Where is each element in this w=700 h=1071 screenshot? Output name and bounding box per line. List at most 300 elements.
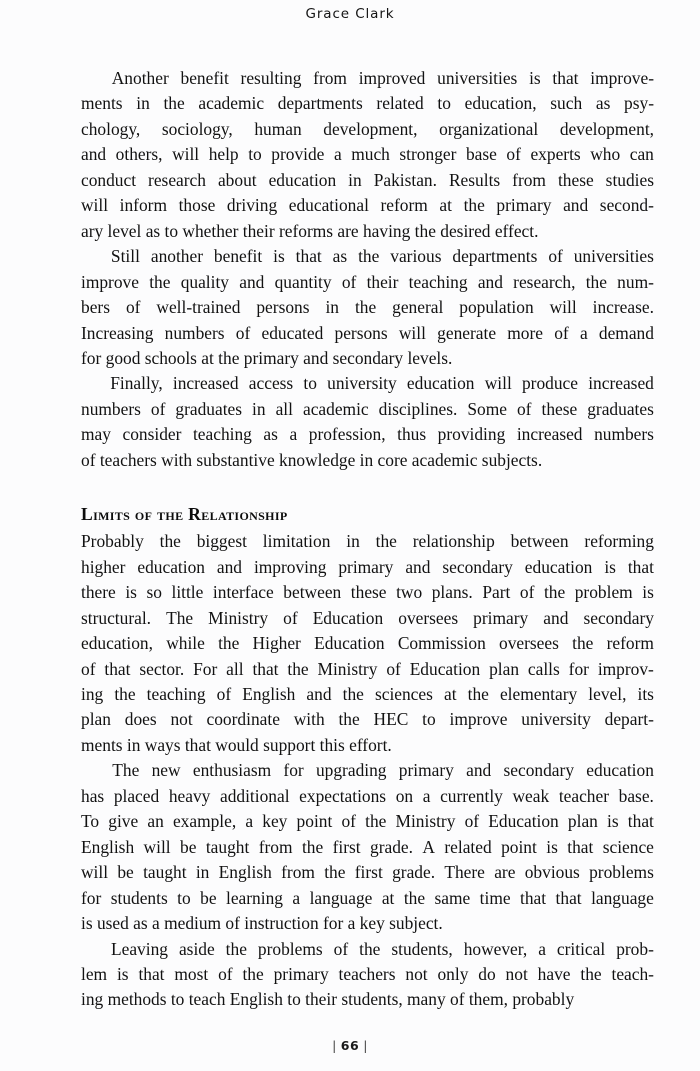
word: is <box>116 963 129 984</box>
word: base <box>465 144 497 165</box>
word: who <box>590 144 621 165</box>
word: taught <box>205 836 250 857</box>
word: level, <box>588 683 627 704</box>
text-line: for good schools at the primary and secondary levels. <box>81 347 453 368</box>
word: departments <box>277 93 363 114</box>
word: the <box>242 963 264 984</box>
word: for <box>283 760 304 781</box>
word: provide <box>271 144 325 165</box>
paragraph-group-before-heading <box>81 66 654 473</box>
first-line-indent <box>81 758 100 783</box>
word: that <box>295 246 322 267</box>
word: oversees <box>499 633 559 654</box>
word: for <box>81 887 102 908</box>
word: two <box>396 582 423 603</box>
word: related <box>444 836 492 857</box>
word: Some <box>467 398 507 419</box>
word: however, <box>463 938 528 959</box>
word: the <box>354 297 377 318</box>
word: ing <box>81 683 104 704</box>
word: Pakistan. <box>373 169 437 190</box>
word: Results <box>448 169 501 190</box>
word: primary <box>398 760 454 781</box>
word: providing <box>437 424 506 445</box>
word: only <box>437 963 469 984</box>
word: well-trained <box>156 297 241 318</box>
word: the <box>163 93 185 114</box>
word: Education <box>409 658 481 679</box>
word: higher <box>81 556 126 577</box>
word: limitation <box>262 531 331 552</box>
word: give <box>108 811 139 832</box>
word: primary <box>496 195 552 216</box>
word: may <box>81 424 111 445</box>
word: while <box>166 633 205 654</box>
word: depart- <box>604 709 654 730</box>
word: students, <box>391 938 453 959</box>
text-line <box>81 371 654 396</box>
folio-left-rule: | <box>332 1038 337 1053</box>
word: Ministry <box>395 811 456 832</box>
word: base. <box>618 785 654 806</box>
word: population <box>459 297 534 318</box>
text-line <box>81 758 654 783</box>
word: academic <box>302 398 369 419</box>
word: between <box>283 582 342 603</box>
page-folio <box>0 1038 700 1053</box>
text-line <box>81 244 654 269</box>
word: research, <box>513 271 576 292</box>
word: numbers <box>164 322 225 343</box>
word: the <box>403 887 426 908</box>
word: reforming <box>584 531 654 552</box>
word: psy- <box>624 93 654 114</box>
word: of <box>333 938 349 959</box>
word: those <box>178 195 216 216</box>
word: universities <box>573 246 654 267</box>
word: biggest <box>196 531 247 552</box>
word: and <box>239 271 265 292</box>
word: the <box>585 271 607 292</box>
word: problems <box>589 862 654 883</box>
word: education <box>524 556 593 577</box>
word: calls <box>527 658 560 679</box>
word: academic <box>198 93 265 114</box>
word: Ministry <box>208 607 269 628</box>
word: taught <box>143 862 187 883</box>
word: quality <box>180 271 229 292</box>
word: reform <box>380 195 428 216</box>
word: will <box>143 836 171 857</box>
word: English <box>242 683 296 704</box>
word: increased <box>588 373 654 394</box>
word: Education <box>488 811 559 832</box>
word: in <box>195 862 210 883</box>
word: teachers <box>338 963 396 984</box>
word: much <box>351 144 390 165</box>
word: plan <box>489 658 520 679</box>
word: driving <box>226 195 278 216</box>
word: in <box>346 531 360 552</box>
word: increase. <box>592 297 654 318</box>
text-line <box>81 657 654 682</box>
word: of <box>150 398 166 419</box>
word: between <box>510 531 569 552</box>
word: be <box>200 887 217 908</box>
word: problems <box>257 938 323 959</box>
word: these <box>557 169 594 190</box>
text-line <box>81 886 654 911</box>
word: of <box>554 322 569 343</box>
text-line: ing methods to teach English to their students, many of them, probably <box>81 989 575 1010</box>
word: the <box>375 531 397 552</box>
word: plan <box>567 811 598 832</box>
word: on <box>395 785 414 806</box>
text-line <box>81 91 654 116</box>
word: an <box>147 811 164 832</box>
word: the <box>342 683 364 704</box>
word: another <box>150 246 203 267</box>
word: education <box>137 556 205 577</box>
word: others, <box>115 144 163 165</box>
word: secondary <box>442 556 513 577</box>
word: benefit <box>213 246 263 267</box>
word: Part <box>482 582 511 603</box>
word: quantity <box>274 271 332 292</box>
word: the <box>324 862 346 883</box>
word: improved <box>358 68 426 88</box>
word: persons <box>334 322 388 343</box>
word: not <box>505 963 528 984</box>
word: will <box>172 144 200 165</box>
word: heavy <box>168 785 211 806</box>
word: improving <box>253 556 327 577</box>
word: the <box>358 246 380 267</box>
word: primary <box>338 556 394 577</box>
word: language <box>591 887 654 908</box>
word: the <box>359 938 381 959</box>
word: bers <box>81 297 110 318</box>
word: is <box>529 68 541 88</box>
word: new <box>151 760 181 781</box>
word: universities <box>437 68 518 88</box>
word: primary <box>473 607 529 628</box>
word: The <box>112 760 140 781</box>
word: the <box>287 658 309 679</box>
word: of <box>516 398 532 419</box>
first-line-indent <box>81 371 100 396</box>
word: For <box>193 658 218 679</box>
word: improve <box>449 709 508 730</box>
word: point <box>296 811 333 832</box>
word: related <box>376 93 424 114</box>
word: of <box>464 811 480 832</box>
first-line-indent <box>81 937 100 962</box>
word: at <box>381 887 395 908</box>
word: enthusiasm <box>192 760 272 781</box>
word: the <box>225 938 247 959</box>
word: their <box>366 271 399 292</box>
word: inform <box>119 195 167 216</box>
word: the <box>218 633 240 654</box>
word: Education <box>312 607 384 628</box>
word: currently <box>440 785 503 806</box>
paragraph <box>81 758 654 936</box>
word: are <box>494 862 516 883</box>
word: from <box>281 862 315 883</box>
word: will <box>484 373 512 394</box>
word: the <box>572 633 594 654</box>
word: Higher <box>252 633 301 654</box>
word: thus <box>397 424 427 445</box>
word: first <box>354 862 383 883</box>
word: secondary <box>503 760 575 781</box>
word: and <box>405 556 431 577</box>
word: to <box>437 93 451 114</box>
word: Another <box>111 68 169 88</box>
text-line <box>81 682 654 707</box>
word: placed <box>113 785 160 806</box>
word: a <box>579 322 588 343</box>
page-number: 66 <box>340 1038 360 1053</box>
word: Finally, <box>110 373 163 394</box>
word: teaching <box>408 271 468 292</box>
word: be <box>180 836 197 857</box>
word: secondary <box>583 607 654 628</box>
word: num- <box>617 271 654 292</box>
word: as <box>332 246 348 267</box>
first-line-indent <box>81 66 100 91</box>
word: increased <box>516 424 583 445</box>
word: teacher <box>558 785 610 806</box>
word: is <box>125 582 137 603</box>
word: education, <box>81 633 153 654</box>
word: benefit <box>180 68 229 88</box>
word: Increasing <box>81 322 154 343</box>
word: of <box>125 297 141 318</box>
word: and <box>543 607 569 628</box>
word: of <box>386 658 401 679</box>
word: profession, <box>308 424 386 445</box>
word: that <box>138 963 165 984</box>
word: and <box>306 683 332 704</box>
word: reform <box>606 633 654 654</box>
word: numbers <box>594 424 654 445</box>
word: plans. <box>431 582 473 603</box>
word: and <box>563 195 589 216</box>
word: the <box>114 683 136 704</box>
text-line: of teachers with substantive knowledge in core academic subjects. <box>81 449 543 470</box>
word: its <box>637 683 654 704</box>
word: Commission <box>397 633 486 654</box>
text-line <box>81 66 654 91</box>
word: teaching <box>192 424 252 445</box>
word: can <box>629 144 654 165</box>
word: a <box>422 785 431 806</box>
text-line <box>81 193 654 218</box>
word: the <box>463 195 485 216</box>
word: generate <box>437 322 497 343</box>
word: prob- <box>616 938 654 959</box>
word: problem <box>574 582 633 603</box>
word: at <box>439 195 452 216</box>
word: education <box>268 169 337 190</box>
word: produce <box>521 373 578 394</box>
text-line <box>81 168 654 193</box>
word: HEC <box>373 709 409 730</box>
word: is <box>642 582 654 603</box>
word: in <box>136 93 150 114</box>
word: for <box>568 658 589 679</box>
word: in <box>348 169 362 190</box>
word: teaching <box>146 683 206 704</box>
word: disciplines. <box>378 398 458 419</box>
folio-right-rule: | <box>363 1038 368 1053</box>
text-line <box>81 631 654 656</box>
word: various <box>390 246 442 267</box>
word: all <box>226 658 244 679</box>
word: graduates <box>175 398 243 419</box>
word: to <box>303 373 317 394</box>
word: of <box>216 683 232 704</box>
word: help <box>208 144 239 165</box>
word: and <box>81 144 107 165</box>
word: educational <box>288 195 369 216</box>
word: English <box>218 862 272 883</box>
text-line <box>81 860 654 885</box>
word: that <box>520 887 547 908</box>
word: from <box>313 68 347 88</box>
word: relationship <box>412 531 495 552</box>
word: these <box>350 582 387 603</box>
word: teach- <box>611 963 654 984</box>
word: structural. <box>81 607 152 628</box>
word: the <box>159 531 181 552</box>
word: of <box>506 144 521 165</box>
word: resulting <box>240 68 302 88</box>
text-line: is used as a medium of instruction for a key subject. <box>81 913 443 934</box>
word: improve <box>81 271 139 292</box>
word: educated <box>261 322 324 343</box>
text-line <box>81 529 654 554</box>
word: a <box>289 424 298 445</box>
word: grade. <box>370 836 413 857</box>
word: example, <box>172 811 237 832</box>
word: development, <box>559 118 654 139</box>
word: the <box>338 709 360 730</box>
word: first <box>332 836 361 857</box>
word: at <box>443 683 457 704</box>
word: of <box>519 582 535 603</box>
word: Ministry <box>317 658 378 679</box>
word: the <box>301 836 324 857</box>
word: is <box>546 836 558 857</box>
word: about <box>217 169 257 190</box>
paragraph <box>81 244 654 371</box>
word: of <box>235 322 251 343</box>
text-line <box>81 784 654 809</box>
word: such <box>550 93 583 114</box>
word: demand <box>598 322 654 343</box>
word: human <box>254 118 302 139</box>
word: has <box>81 785 105 806</box>
text-line <box>81 117 654 142</box>
text-line <box>81 962 654 987</box>
word: university <box>327 373 397 394</box>
word: is <box>273 246 285 267</box>
word: stronger <box>399 144 457 165</box>
word: little <box>171 582 204 603</box>
word: consider <box>122 424 182 445</box>
word: Education <box>314 633 385 654</box>
word: and <box>216 556 243 577</box>
word: obvious <box>524 862 580 883</box>
word: all <box>275 398 293 419</box>
word: is <box>607 811 619 832</box>
word: students <box>110 887 168 908</box>
text-line <box>81 606 654 631</box>
word: will <box>81 195 109 216</box>
word: will <box>398 322 426 343</box>
text-line <box>81 142 654 167</box>
word: grade. <box>392 862 436 883</box>
text-line: ments in ways that would support this effort. <box>81 734 392 755</box>
word: a <box>292 887 301 908</box>
paragraph <box>81 66 654 244</box>
word: organizational <box>439 118 539 139</box>
word: improve- <box>590 68 654 88</box>
text-line <box>81 835 654 860</box>
word: research <box>148 169 206 190</box>
word: to <box>422 709 436 730</box>
word: persons <box>256 297 310 318</box>
heading-spacer-above <box>81 473 654 502</box>
word: a <box>538 938 546 959</box>
word: there <box>81 582 116 603</box>
word: the <box>149 271 171 292</box>
word: weak <box>512 785 550 806</box>
word: that <box>627 556 654 577</box>
word: learning <box>226 887 283 908</box>
word: the <box>543 582 566 603</box>
word: sciences <box>374 683 433 704</box>
word: Probably <box>81 531 144 552</box>
word: ments <box>81 93 123 114</box>
word: that <box>552 68 579 88</box>
word: coordinate <box>206 709 280 730</box>
word: more <box>507 322 543 343</box>
text-line: ary level as to whether their reforms are having the desired effect. <box>81 220 539 241</box>
word: access <box>248 373 294 394</box>
word: general <box>392 297 444 318</box>
word: as <box>595 93 611 114</box>
word: of <box>548 246 563 267</box>
paragraph <box>81 529 654 758</box>
word: and <box>466 760 492 781</box>
word: from <box>512 169 546 190</box>
text-line <box>81 937 654 962</box>
word: so <box>146 582 162 603</box>
word: graduates <box>587 398 654 419</box>
word: that <box>104 658 131 679</box>
word: that <box>555 887 582 908</box>
text-line <box>81 809 654 834</box>
word: additional <box>219 785 290 806</box>
word: plan <box>81 709 111 730</box>
word: increased <box>172 373 239 394</box>
text-line <box>81 321 654 346</box>
word: a <box>245 811 254 832</box>
